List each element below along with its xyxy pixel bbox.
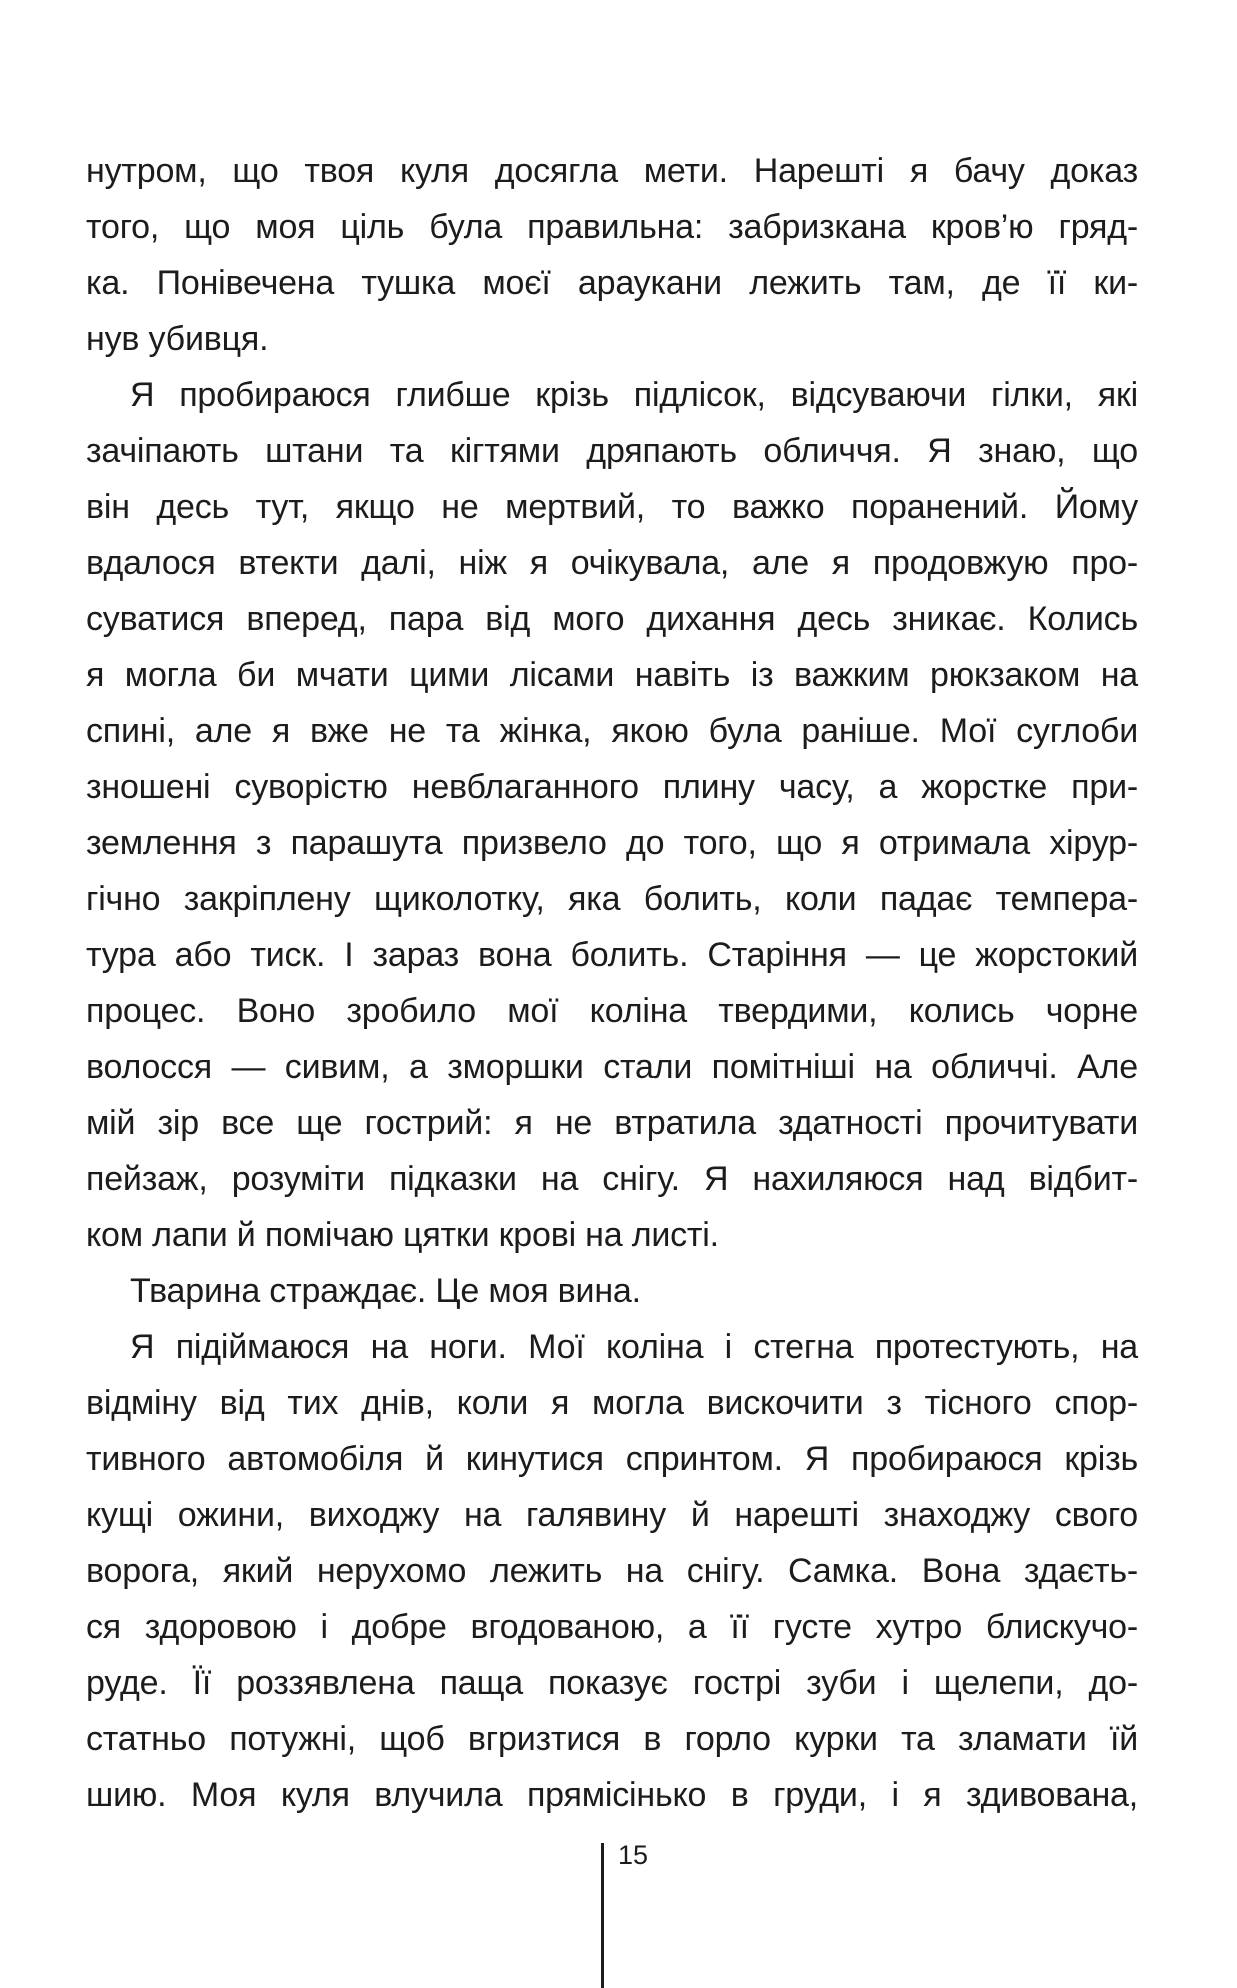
text-line: процес. Воно зробило мої коліна твердими, колись чорне bbox=[86, 992, 1138, 1030]
text-line: вдалося втекти далі, ніж я очікувала, але я продовжую про- bbox=[86, 544, 1138, 582]
text-line: тивного автомобіля й кинутися спринтом. Я пробираюся крізь bbox=[86, 1440, 1138, 1478]
paragraph-start-line: Я пробираюся глибше крізь підлісок, відсуваючи гілки, які bbox=[130, 376, 1138, 414]
paragraph-start-line: Я підіймаюся на ноги. Мої коліна і стегна протестують, на bbox=[130, 1328, 1138, 1366]
text-line: нув убивця. bbox=[86, 320, 269, 358]
text-line: мій зір все ще гострий: я не втратила здатності прочитувати bbox=[86, 1104, 1138, 1142]
text-line: спині, але я вже не та жінка, якою була раніше. Мої суглоби bbox=[86, 712, 1138, 750]
text-line: шию. Моя куля влучила прямісінько в груди, і я здивована, bbox=[86, 1776, 1138, 1814]
text-line: зношені суворістю невблаганного плину часу, а жорстке при- bbox=[86, 768, 1138, 806]
text-line: він десь тут, якщо не мертвий, то важко поранений. Йому bbox=[86, 488, 1138, 526]
text-line: ворога, який нерухомо лежить на снігу. Самка. Вона здаєть- bbox=[86, 1552, 1138, 1590]
text-line: нутром, що твоя куля досягла мети. Нарешті я бачу доказ bbox=[86, 152, 1138, 190]
text-line: я могла би мчати цими лісами навіть із важким рюкзаком на bbox=[86, 656, 1138, 694]
text-line: відміну від тих днів, коли я могла вискочити з тісного спор- bbox=[86, 1384, 1138, 1422]
text-line: волосся — сивим, а зморшки стали помітніші на обличчі. Але bbox=[86, 1048, 1138, 1086]
text-line: тура або тиск. І зараз вона болить. Старіння — це жорстокий bbox=[86, 936, 1138, 974]
text-line: зачіпають штани та кігтями дряпають обличчя. Я знаю, що bbox=[86, 432, 1138, 470]
text-line: ка. Понівечена тушка моєї араукани лежить там, де її ки- bbox=[86, 264, 1138, 302]
text-line: ком лапи й помічаю цятки крові на листі. bbox=[86, 1216, 719, 1254]
page-number-rule bbox=[601, 1843, 604, 1988]
text-line: руде. Її роззявлена паща показує гострі зуби і щелепи, до- bbox=[86, 1664, 1138, 1702]
text-line: землення з парашута призвело до того, що я отримала хірур- bbox=[86, 824, 1138, 862]
text-line: кущі ожини, виходжу на галявину й нарешті знаходжу свого bbox=[86, 1496, 1138, 1534]
text-line: гічно закріплену щиколотку, яка болить, коли падає темпера- bbox=[86, 880, 1138, 918]
text-line: статньо потужні, щоб вгризтися в горло курки та зламати їй bbox=[86, 1720, 1138, 1758]
text-line: пейзаж, розуміти підказки на снігу. Я нахиляюся над відбит- bbox=[86, 1160, 1138, 1198]
page-number: 15 bbox=[618, 1840, 649, 1870]
paragraph-start-line: Тварина страждає. Це моя вина. bbox=[130, 1272, 641, 1310]
text-line: того, що моя ціль була правильна: забризкана кров’ю гряд- bbox=[86, 208, 1138, 246]
page-text bbox=[86, 143, 1138, 1823]
text-line: ся здоровою і добре вгодованою, а її густе хутро блискучо- bbox=[86, 1608, 1138, 1646]
text-line: суватися вперед, пара від мого дихання десь зникає. Колись bbox=[86, 600, 1138, 638]
